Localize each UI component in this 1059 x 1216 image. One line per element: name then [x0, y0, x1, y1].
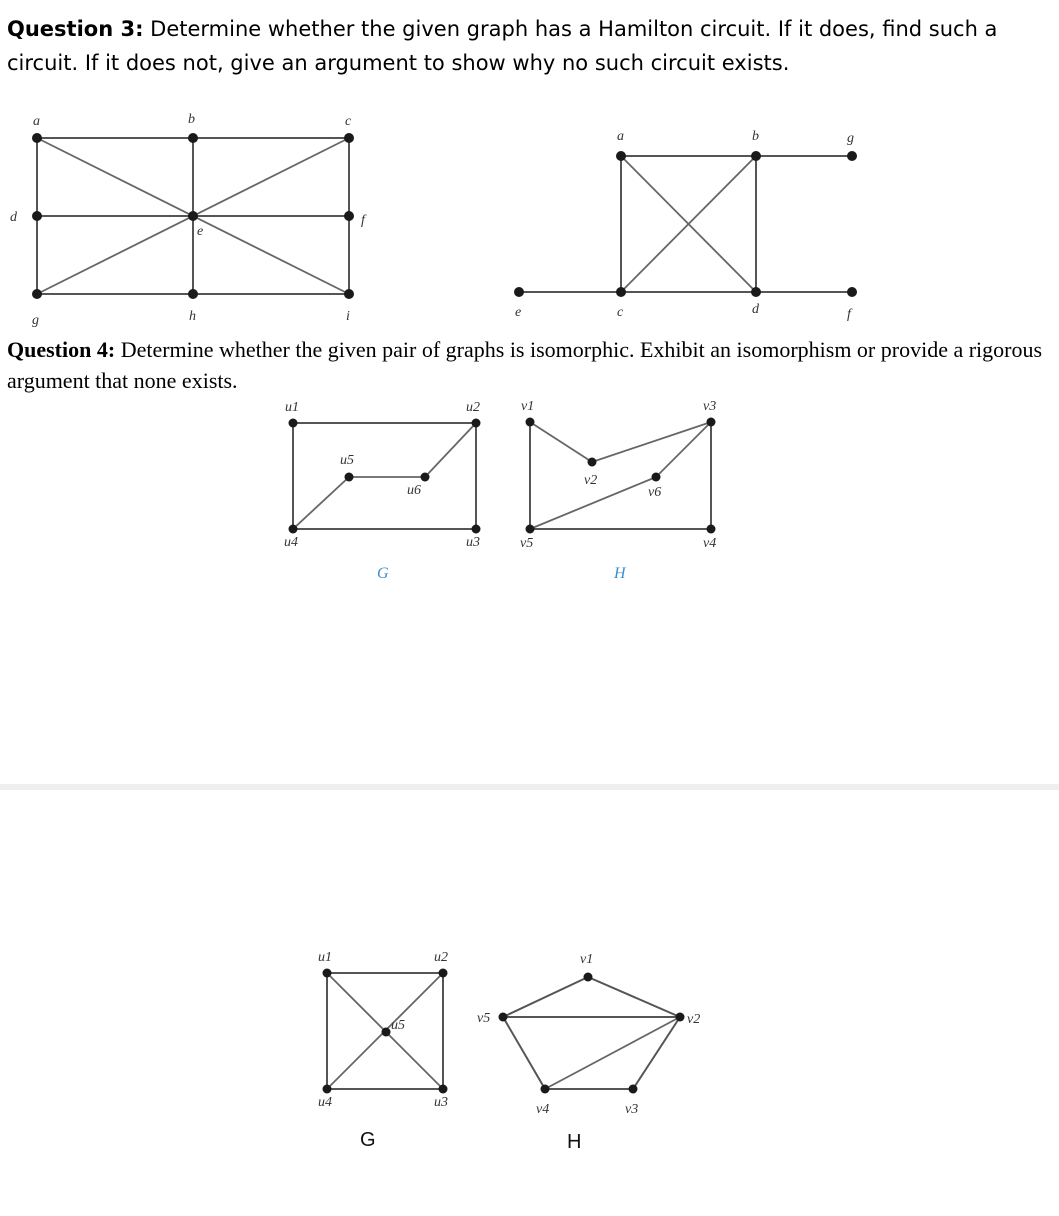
vertex-g	[847, 151, 857, 161]
q3-right-graph	[514, 129, 857, 322]
question-3-text: Determine whether the given graph has a Hamilton circuit. If it does, find such a circuit. If it does not, give an argument to show why no such circuit exists.	[7, 17, 998, 75]
label-u4: u4	[318, 1095, 332, 1110]
vertex-a	[32, 133, 42, 143]
label-c: c	[345, 114, 352, 129]
vertex-u1	[289, 419, 298, 428]
vertex-g	[32, 289, 42, 299]
vertex-v5	[526, 525, 535, 534]
vertex-u4	[323, 1085, 332, 1094]
q4-pair1-graph-h	[520, 399, 716, 582]
label-b: b	[752, 129, 759, 144]
label-g: g	[32, 313, 39, 328]
label-u2: u2	[466, 400, 480, 415]
vertex-v6	[652, 473, 661, 482]
vertex-d	[751, 287, 761, 297]
vertex-v2	[588, 458, 597, 467]
label-e: e	[515, 305, 522, 320]
vertex-h	[188, 289, 198, 299]
label-d: d	[10, 210, 17, 225]
vertex-v1	[584, 973, 593, 982]
vertex-v1	[526, 418, 535, 427]
vertex-f	[344, 211, 354, 221]
q4-pair1-graph-g	[284, 400, 481, 582]
graph-h-caption: H	[614, 565, 626, 582]
vertex-u1	[323, 969, 332, 978]
label-u2: u2	[434, 950, 448, 965]
label-v6: v6	[648, 485, 662, 500]
label-g: g	[847, 131, 854, 146]
label-v5: v5	[520, 536, 534, 551]
vertex-d	[32, 211, 42, 221]
label-c: c	[617, 305, 624, 320]
label-v2: v2	[687, 1012, 701, 1027]
label-e: e	[197, 224, 204, 239]
vertex-u5	[345, 473, 354, 482]
label-f: f	[847, 307, 851, 322]
vertex-c	[616, 287, 626, 297]
vertex-f	[847, 287, 857, 297]
vertex-u2	[439, 969, 448, 978]
label-f: f	[361, 213, 365, 228]
label-u5: u5	[340, 453, 354, 468]
q4-pair2-graph-g	[318, 950, 448, 1151]
vertex-e	[514, 287, 524, 297]
vertex-u5	[382, 1028, 391, 1037]
vertex-v4	[707, 525, 716, 534]
vertex-u6	[421, 473, 430, 482]
vertex-e	[188, 211, 198, 221]
question-4-label: Question 4:	[7, 337, 116, 362]
question-4-text: Determine whether the given pair of graphs is isomorphic. Exhibit an isomorphism or provide a rigorous argument that none exists.	[7, 337, 1043, 393]
vertex-i	[344, 289, 354, 299]
label-v2: v2	[584, 473, 598, 488]
label-b: b	[188, 112, 195, 127]
vertex-b	[751, 151, 761, 161]
label-h: h	[189, 309, 196, 324]
graph-h-caption: H	[567, 1131, 582, 1153]
vertex-u3	[472, 525, 481, 534]
vertex-v3	[707, 418, 716, 427]
label-a: a	[33, 114, 40, 129]
label-v1: v1	[580, 952, 594, 967]
label-v3: v3	[703, 399, 717, 414]
vertex-a	[616, 151, 626, 161]
label-u4: u4	[284, 535, 298, 550]
vertex-v5	[499, 1013, 508, 1022]
label-v4: v4	[536, 1102, 550, 1117]
graph-g-caption: G	[360, 1129, 376, 1151]
vertex-u4	[289, 525, 298, 534]
q3-left-graph	[10, 112, 367, 328]
label-u6: u6	[407, 483, 421, 498]
label-v4: v4	[703, 536, 717, 551]
label-v3: v3	[625, 1102, 639, 1117]
label-v5: v5	[477, 1011, 491, 1026]
vertex-v2	[676, 1013, 685, 1022]
vertex-u2	[472, 419, 481, 428]
question-3-label: Question 3:	[7, 17, 144, 41]
label-u3: u3	[466, 535, 480, 550]
label-u5: u5	[391, 1018, 405, 1033]
vertex-u3	[439, 1085, 448, 1094]
label-i: i	[346, 309, 350, 324]
label-d: d	[752, 302, 759, 317]
label-v1: v1	[521, 399, 535, 414]
label-u1: u1	[318, 950, 332, 965]
vertex-b	[188, 133, 198, 143]
vertex-c	[344, 133, 354, 143]
q4-pair2-graph-h	[477, 952, 700, 1153]
label-a: a	[617, 129, 624, 144]
vertex-v3	[629, 1085, 638, 1094]
graph-g-caption: G	[377, 565, 389, 582]
label-u1: u1	[285, 400, 299, 415]
label-u3: u3	[434, 1095, 448, 1110]
vertex-v4	[541, 1085, 550, 1094]
